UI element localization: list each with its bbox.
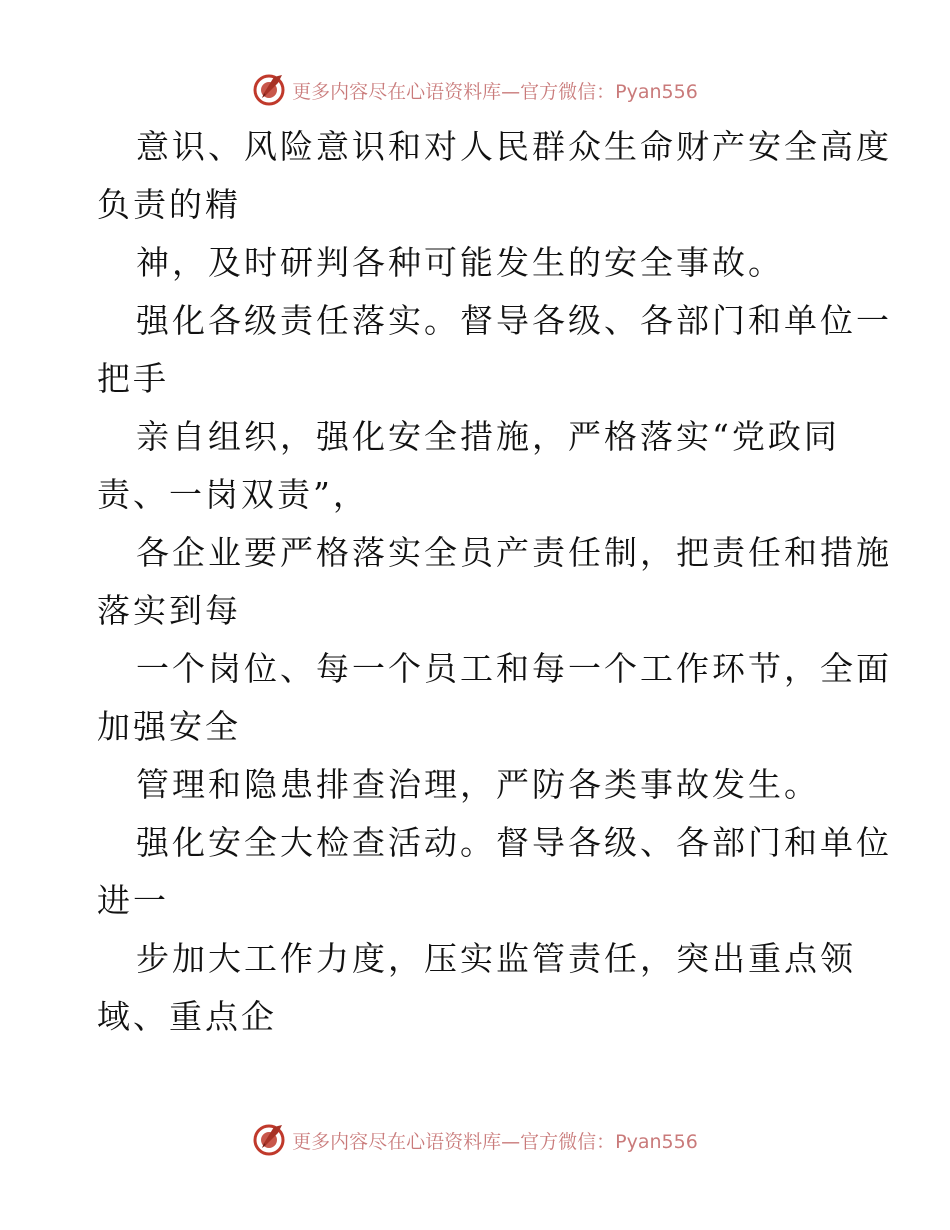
text-line: 亲自组织，强化安全措施，严格落实“党政同: [136, 417, 840, 456]
text-line: 把手: [97, 359, 169, 398]
text-line: 负责的精: [97, 185, 241, 224]
text-line: 一个岗位、每一个员工和每一个工作环节，全面: [136, 649, 892, 688]
text-line: 神，及时研判各种可能发生的安全事故。: [136, 243, 784, 282]
text-line: 意识、风险意识和对人民群众生命财产安全高度: [136, 127, 892, 166]
text-line: 步加大工作力度，压实监管责任，突出重点领: [136, 939, 856, 978]
text-line: 强化各级责任落实。督导各级、各部门和单位一: [136, 301, 892, 340]
footer-banner: [0, 1122, 950, 1158]
text-line: 域、重点企: [97, 997, 277, 1036]
text-line: 加强安全: [97, 707, 241, 746]
quill-pen-logo-icon: [252, 73, 286, 107]
text-line: 责、一岗双责”，: [97, 475, 369, 514]
text-line: 进一: [97, 881, 169, 920]
text-line: 各企业要严格落实全员产责任制，把责任和措施: [136, 533, 892, 572]
header-banner: [0, 72, 950, 108]
quill-pen-logo-icon: [252, 1123, 286, 1157]
header-banner-text: 更多内容尽在心语资料库—官方微信：Pyan556: [292, 80, 698, 103]
text-line: 管理和隐患排查治理，严防各类事故发生。: [136, 765, 820, 804]
document-body: [97, 118, 892, 1046]
text-line: 强化安全大检查活动。督导各级、各部门和单位: [136, 823, 892, 862]
footer-banner-text: 更多内容尽在心语资料库—官方微信：Pyan556: [292, 1130, 698, 1153]
text-line: 落实到每: [97, 591, 241, 630]
